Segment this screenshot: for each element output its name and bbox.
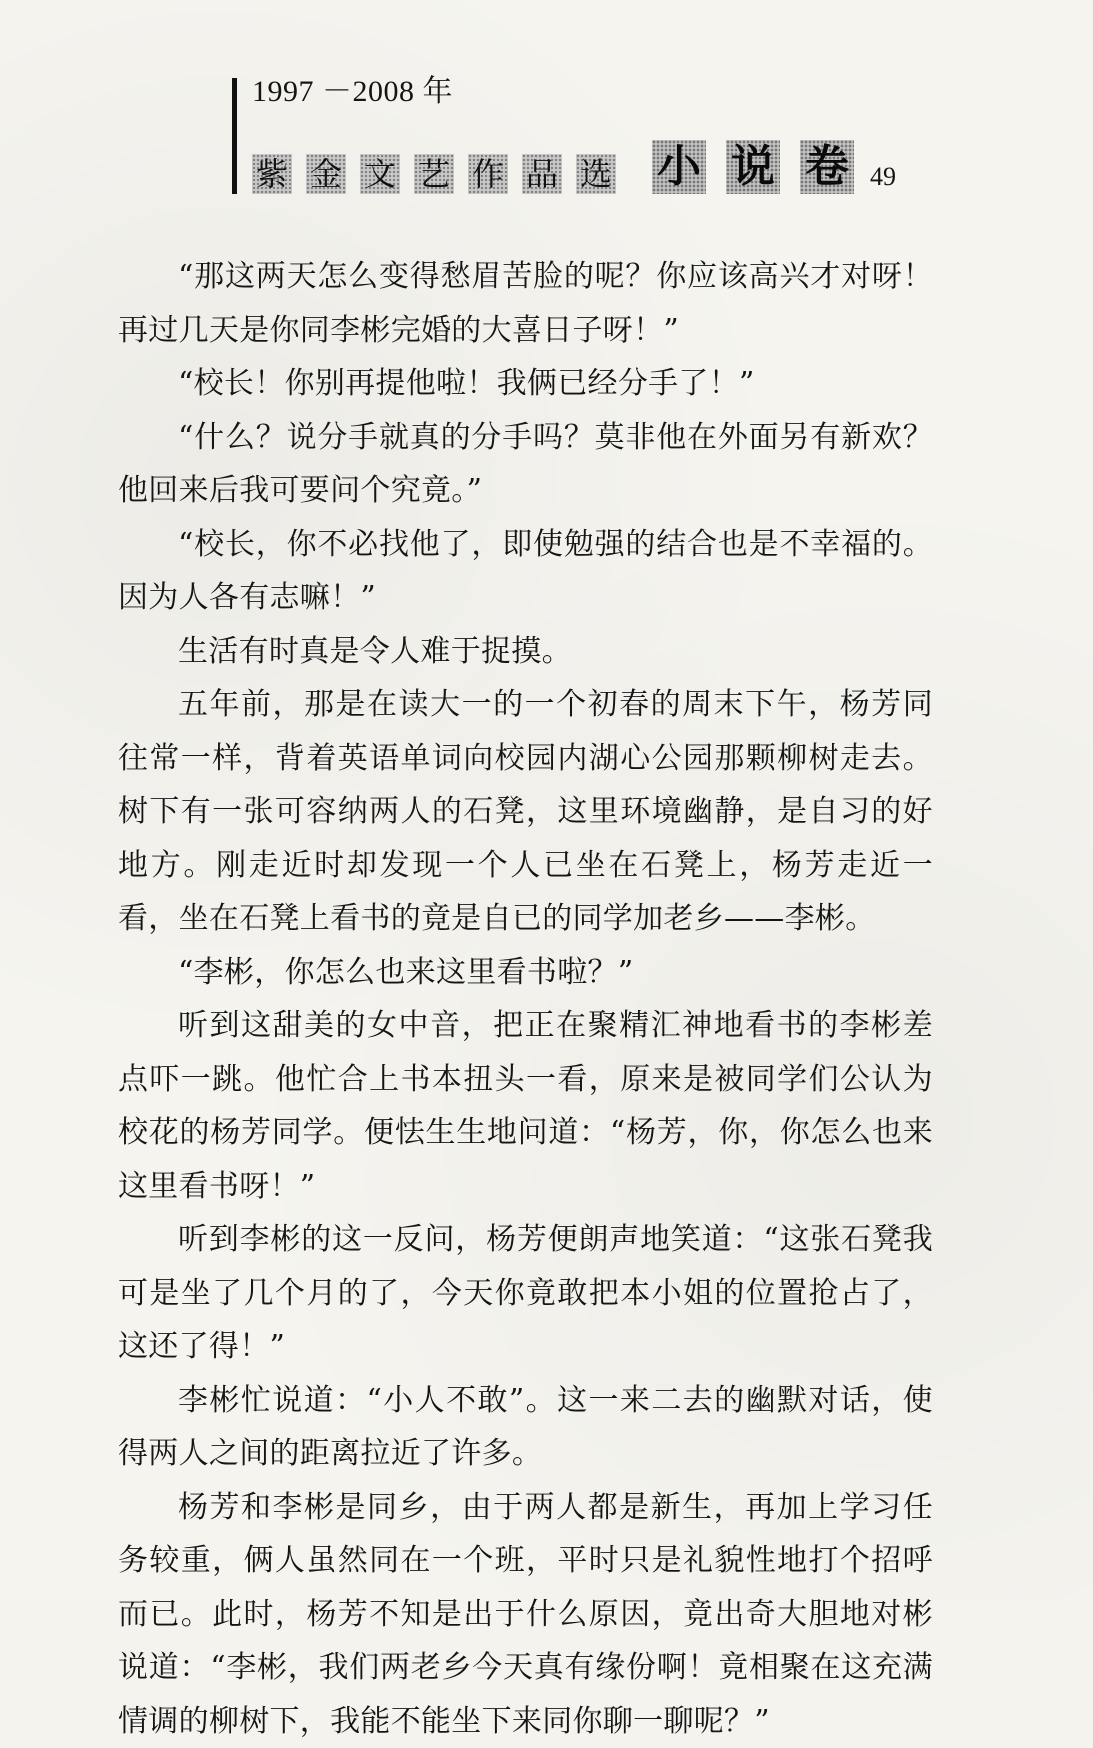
body-text [118, 250, 933, 1748]
volume-title-char: 卷 [800, 140, 854, 194]
header-years: 1997 －2008 年 [252, 72, 453, 112]
paragraph: “那这两天怎么变得愁眉苦脸的呢？你应该高兴才对呀！再过几天是你同李彬完婚的大喜日子呀！” [118, 250, 933, 357]
paragraph: “校长，你不必找他了，即使勉强的结合也是不幸福的。因为人各有志嘛！” [118, 518, 933, 625]
paragraph: “什么？说分手就真的分手吗？莫非他在外面另有新欢？他回来后我可要问个究竟。” [118, 411, 933, 518]
paragraph: 听到这甜美的女中音，把正在聚精汇神地看书的李彬差点吓一跳。他忙合上书本扭头一看，原来是被同学们公认为校花的杨芳同学。便怯生生地问道：“杨芳，你，你怎么也来这里看书呀！” [118, 999, 933, 1213]
series-title-char: 选 [576, 154, 616, 194]
page-number: 49 [870, 162, 896, 194]
series-title-char: 品 [522, 154, 562, 194]
paragraph: “李彬，你怎么也来这里看书啦？” [118, 946, 933, 1000]
series-title-char: 艺 [414, 154, 454, 194]
paragraph: 生活有时真是令人难于捉摸。 [118, 625, 933, 679]
series-title-char: 金 [306, 154, 346, 194]
paragraph: “校长！你别再提他啦！我俩已经分手了！” [118, 357, 933, 411]
paragraph: 五年前，那是在读大一的一个初春的周末下午，杨芳同往常一样，背着英语单词向校园内湖心公园那颗柳树走去。树下有一张可容纳两人的石凳，这里环境幽静，是自习的好地方。刚走近时却发现一个人已坐在石凳上，杨芳走近一看，坐在石凳上看书的竟是自已的同学加老乡——李彬。 [118, 678, 933, 946]
header-vertical-rule [232, 78, 237, 194]
series-title-char: 文 [360, 154, 400, 194]
series-title-char: 作 [468, 154, 508, 194]
paragraph: 杨芳和李彬是同乡，由于两人都是新生，再加上学习任务较重，俩人虽然同在一个班，平时只是礼貌性地打个招呼而已。此时，杨芳不知是出于什么原因，竟出奇大胆地对彬说道：“李彬，我们两老乡今天真有缘份啊！竟相聚在这充满情调的柳树下，我能不能坐下来同你聊一聊呢？” [118, 1481, 933, 1748]
volume-title-char: 说 [726, 140, 780, 194]
paragraph: 李彬忙说道：“小人不敢”。这一来二去的幽默对话，使得两人之间的距离拉近了许多。 [118, 1374, 933, 1481]
paragraph: 听到李彬的这一反问，杨芳便朗声地笑道：“这张石凳我可是坐了几个月的了，今天你竟敢把本小姐的位置抢占了，这还了得！” [118, 1213, 933, 1374]
header-title [252, 138, 896, 194]
volume-title-char: 小 [652, 140, 706, 194]
series-title-char: 紫 [252, 154, 292, 194]
